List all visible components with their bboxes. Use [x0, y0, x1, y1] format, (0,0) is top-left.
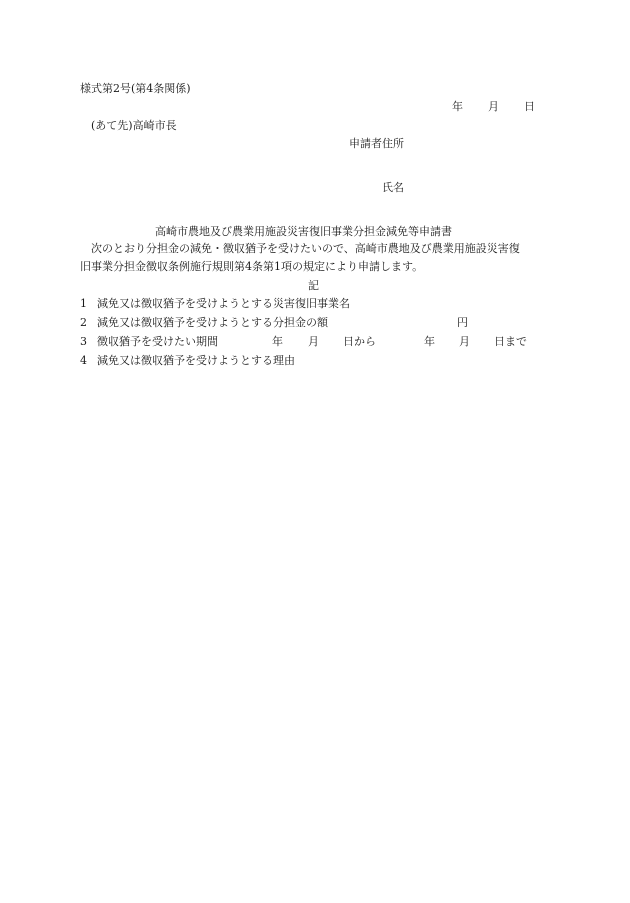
period-to-day: 日まで — [494, 335, 527, 348]
amount-unit-label: 円 — [457, 316, 468, 329]
body-line: 旧事業分担金徴収条例施行規則第4条第1項の規定により申請します。 — [80, 260, 424, 273]
item-text: 減免又は徴収猶予を受けようとする災害復旧事業名 — [97, 297, 350, 310]
period-to-year: 年 — [424, 335, 435, 348]
form-number: 様式第2号(第4条関係) — [80, 82, 191, 95]
body-line: 次のとおり分担金の減免・徴収猶予を受けたいので、高崎市農地及び農業用施設災害復 — [91, 242, 520, 255]
item-text: 減免又は徴収猶予を受けようとする理由 — [97, 354, 295, 367]
item-number: 4 — [80, 354, 87, 367]
item-text: 徴収猶予を受けたい期間 — [97, 335, 218, 348]
item-number: 1 — [80, 297, 87, 310]
item-number: 3 — [80, 335, 87, 348]
applicant-name-label: 氏名 — [382, 181, 404, 194]
item-text: 減免又は徴収猶予を受けようとする分担金の額 — [97, 316, 328, 329]
period-from-day: 日から — [343, 335, 376, 348]
item-number: 2 — [80, 316, 87, 329]
date-year-label: 年 — [452, 100, 463, 113]
ki-heading: 記 — [308, 279, 319, 292]
document-title: 高崎市農地及び農業用施設災害復旧事業分担金減免等申請書 — [155, 225, 452, 238]
date-month-label: 月 — [488, 100, 499, 113]
applicant-address-label: 申請者住所 — [349, 137, 404, 150]
addressee: (あて先)高崎市長 — [91, 119, 177, 132]
period-to-month: 月 — [459, 335, 470, 348]
date-day-label: 日 — [524, 100, 535, 113]
period-from-year: 年 — [272, 335, 283, 348]
period-from-month: 月 — [308, 335, 319, 348]
